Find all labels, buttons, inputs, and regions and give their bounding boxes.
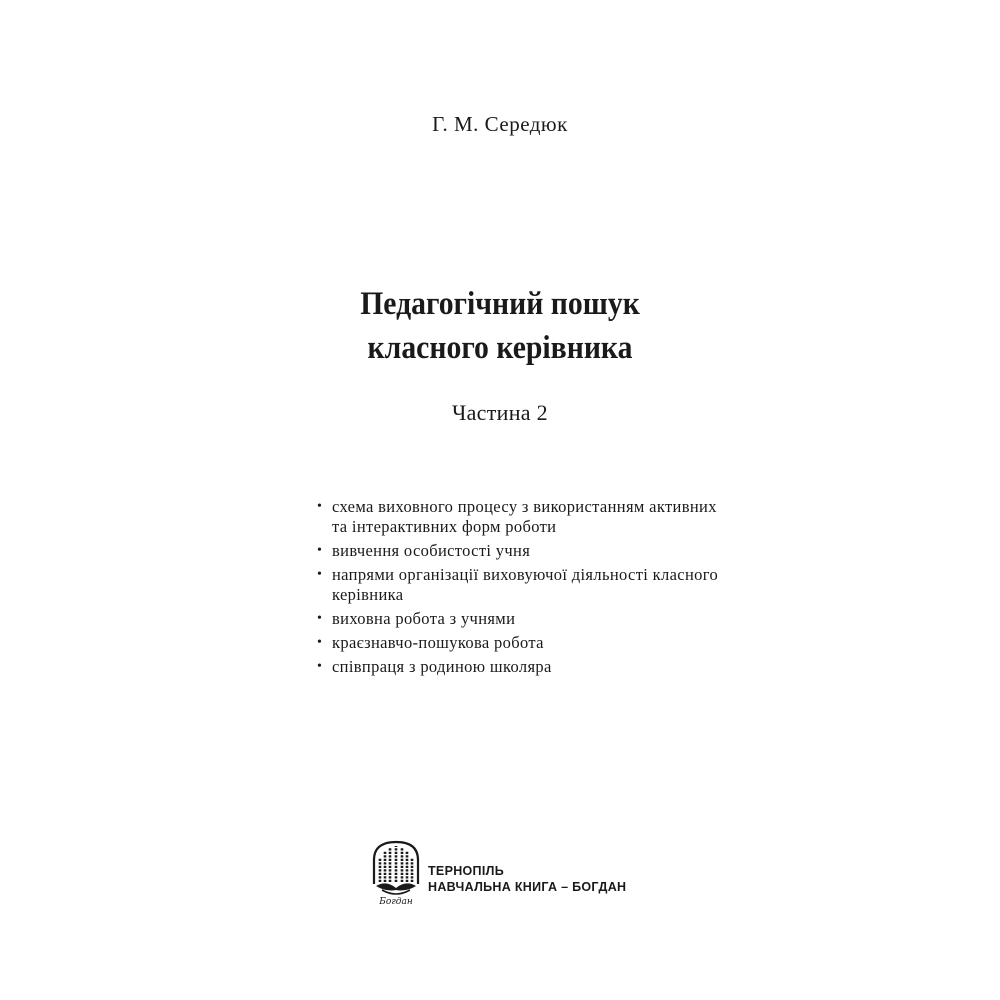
bohdan-publisher-logo-icon (370, 838, 422, 908)
list-item-text: схема виховного процесу з використанням активних та інтерактивних форм роботи (332, 497, 717, 536)
list-item (316, 565, 736, 605)
bullet-marker: • (317, 635, 323, 650)
list-item-text: напрями організації виховуючої діяльності класного керівника (332, 565, 719, 604)
list-item-text: співпраця з родиною школяра (332, 657, 552, 676)
bullet-marker: • (317, 543, 323, 558)
bullet-marker: • (317, 499, 323, 514)
book-title-line-1: Педагогічний пошук (360, 286, 640, 322)
list-item-text: вивчення особистості учня (332, 541, 531, 560)
list-item-text: краєзнавчо-пошукова робота (332, 633, 544, 652)
publisher-text (428, 863, 626, 895)
list-item (316, 609, 736, 629)
book-title-line-2: класного керівника (367, 330, 633, 366)
publisher-city: ТЕРНОПІЛЬ (428, 864, 504, 878)
part-label: Частина 2 (452, 400, 548, 425)
list-item (316, 657, 736, 677)
logo-script-text: Богдан (379, 897, 413, 907)
bullet-marker: • (317, 659, 323, 674)
list-item-text: виховна робота з учнями (332, 609, 516, 628)
publisher-name: НАВЧАЛЬНА КНИГА – БОГДАН (428, 880, 627, 894)
bullet-marker: • (317, 567, 323, 582)
author: Г. М. Середюк (432, 112, 568, 136)
bullet-marker: • (317, 611, 323, 626)
list-item (316, 633, 736, 653)
list-item (316, 497, 736, 537)
book-title (50, 282, 950, 370)
list-item (316, 541, 736, 561)
contents-list (316, 497, 736, 681)
